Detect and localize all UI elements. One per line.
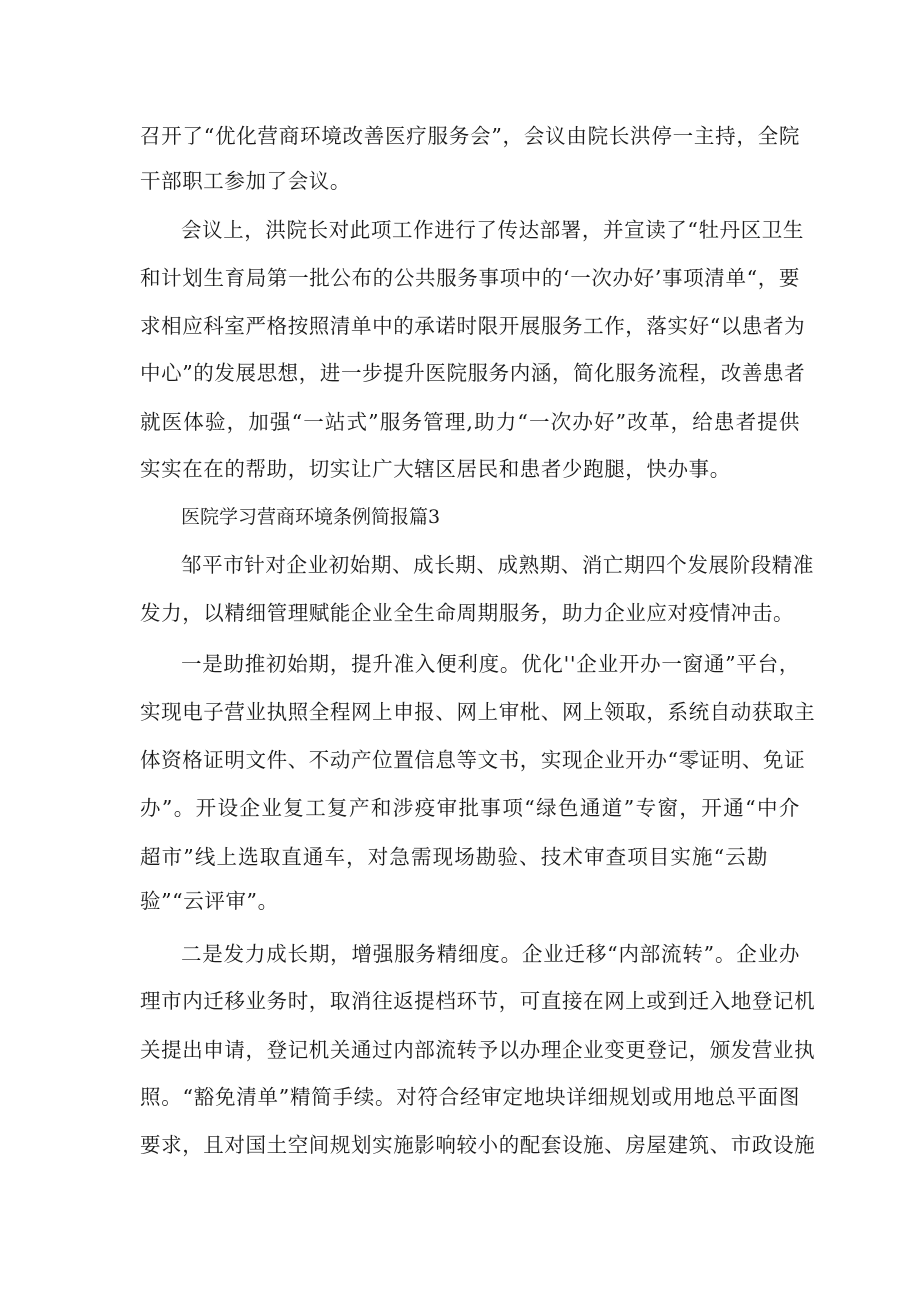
paragraph-line: 邹平市针对企业初始期、成长期、成熟期、消亡期四个发展阶段精准: [181, 553, 814, 577]
paragraph-line: 就医体验，加强“一站式”服务管理,助力“一次办好”改革，给患者提供: [140, 410, 800, 434]
paragraph-line: 照。“豁免清单”精简手续。对符合经审定地块详细规划或用地总平面图: [140, 1085, 800, 1109]
paragraph-line: 关提出申请，登记机关通过内部流转予以办理企业变更登记，颁发营业执: [140, 1038, 816, 1062]
paragraph-line: 发力，以精细管理赋能企业全生命周期服务，助力企业应对疫情冲击。: [140, 601, 795, 625]
paragraph-line: 验”“云评审”。: [140, 889, 279, 913]
paragraph-line: 实现电子营业执照全程网上申报、网上审枇、网上领取，系统自动获取主: [140, 700, 816, 724]
paragraph-line: 实实在在的帮助，切实让广大辖区居民和患者少跑腿，快办事。: [140, 457, 731, 481]
paragraph-line: 求相应科室严格按照清单中的承诺时限开展服务工作，落实好“以患者为: [140, 314, 806, 338]
paragraph-line: 办”。开设企业复工复产和涉疫审批事项“绿色通道”专窗，开通“中介: [140, 796, 800, 820]
paragraph-line: 召开了“优化营商环境改善医疗服务会”，会议由院长洪停一主持，全院: [140, 124, 800, 148]
paragraph-line: 理市内迁移业务时，取消往返提档环节，可直接在网上或到迁入地登记机: [140, 989, 816, 1013]
paragraph-line: 要求，且对国土空间规划实施影响较小的配套设施、房屋建筑、市政设施: [140, 1133, 816, 1157]
paragraph-line: 二是发力成长期，增强服务精细度。企业迁移“内部流转”。企业办: [181, 942, 800, 966]
paragraph-line: 中心”的发展思想，进一步提升医院服务内涵，简化服务流程，改善患者: [140, 361, 806, 385]
paragraph-line: 和计划生育局第一批公布的公共服务事项中的‘一次办好’事项清单“，要: [140, 266, 800, 290]
paragraph-line: 会议上，洪院长对此项工作进行了传达部署，并宣读了“牡丹区卫生: [181, 218, 804, 242]
paragraph-line: 体资格证明文件、不动产位置信息等文书，实现企业开办“零证明、免证: [140, 748, 806, 772]
paragraph-line: 超市”线上选取直通车，对急需现场勘验、技术审查项目实施“云勘: [140, 845, 768, 869]
section-heading: 医院学习营商环境条例简报篇3: [181, 506, 441, 528]
paragraph-line: 一是助推初始期，提升准入便利度。优化''企业开办一窗通”平台，: [181, 652, 800, 676]
paragraph-line: 干部职工参加了会议。: [140, 169, 351, 193]
